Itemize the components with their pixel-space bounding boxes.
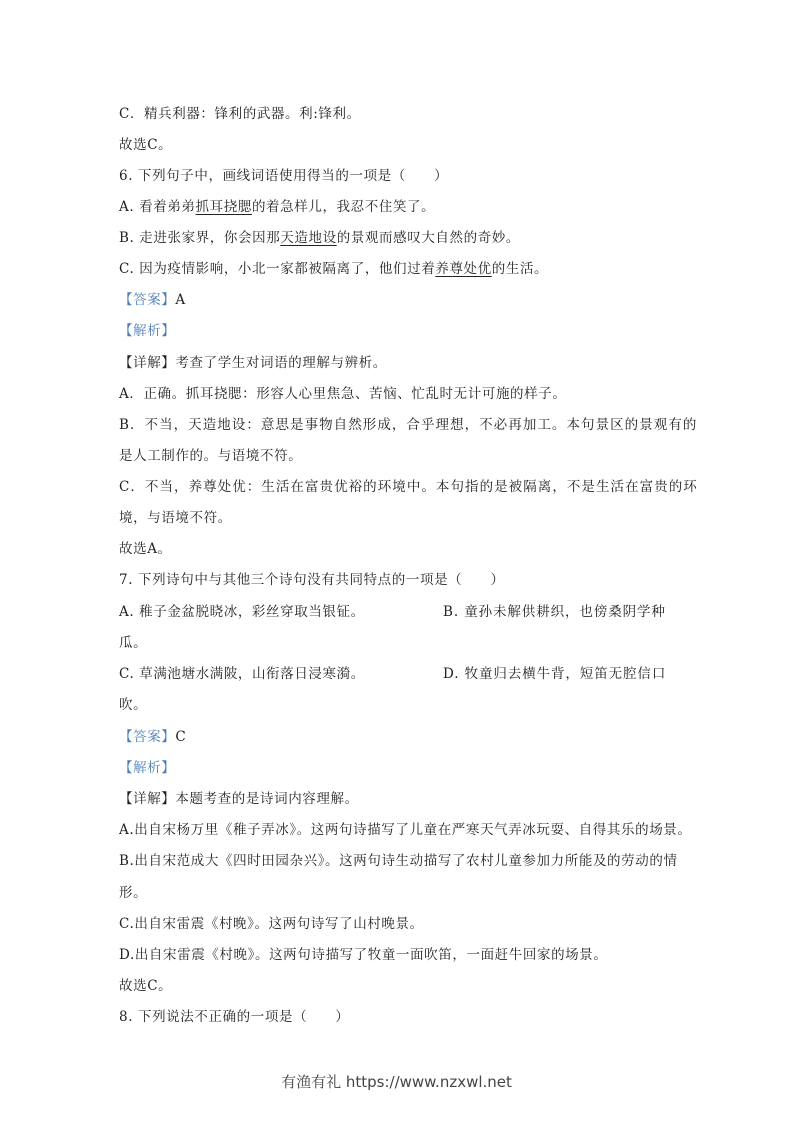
detail-tag: 【详解】: [119, 355, 176, 371]
detail-text: 本题考查的是诗词内容理解。: [175, 791, 359, 807]
question-7-stem: 7. 下列诗句中与其他三个诗句没有共同特点的一项是（ ）: [119, 572, 505, 588]
question-6-explanation-c-line2: 境，与语境不符。: [119, 510, 232, 526]
question-7-explanation-d: D.出自宋雷震《村晚》。这两句诗描写了牧童一面吹笛，一面赶牛回家的场景。: [119, 947, 608, 963]
question-6-option-a: [119, 198, 435, 216]
answer-value: C: [175, 729, 187, 745]
question-6-answer: [119, 291, 186, 309]
option-b-underlined-term: 天造地设: [280, 230, 337, 246]
question-6-explanation-b-line1: B．不当，天造地设：意思是事物自然形成，合乎理想，不必再加工。本句景区的景观有的: [119, 417, 698, 433]
question-7-option-b-line2: 瓜。: [119, 635, 148, 651]
question-7-analysis-tag: [119, 759, 175, 777]
option-c-underlined-term: 养尊处优: [435, 261, 492, 277]
footer-watermark: 有渔有礼 https://www.nzxwl.net: [281, 1073, 512, 1091]
previous-conclusion: 故选C。: [119, 137, 173, 153]
question-7-option-d-line2: 吹。: [119, 697, 148, 713]
option-a-suffix: 的着急样儿，我忍不住笑了。: [251, 199, 436, 215]
detail-text: 考查了学生对词语的理解与辨析。: [175, 355, 387, 371]
analysis-tag: 【解析】: [119, 323, 176, 339]
question-7-answer: [119, 728, 186, 746]
question-6-explanation-b-line2: 是人工制作的。与语境不符。: [119, 448, 303, 464]
question-6-stem: 6. 下列句子中，画线词语使用得当的一项是（ ）: [119, 168, 449, 184]
question-6-option-b: [119, 229, 520, 247]
question-6-explanation-a: A．正确。抓耳挠腮：形容人心里焦急、苦恼、忙乱时无计可施的样子。: [119, 386, 567, 402]
question-7-explanation-b-line2: 形。: [119, 885, 148, 901]
question-7-explanation-c: C.出自宋雷震《村晚》。这两句诗写了山村晚景。: [119, 916, 424, 932]
previous-item-c: C．精兵利器：锋利的武器。利:锋利。: [119, 106, 361, 122]
question-7-detail: [119, 790, 359, 808]
question-7-explanation-a: A.出自宋杨万里《稚子弄冰》。这两句诗描写了儿童在严寒天气弄冰玩耍、自得其乐的场景。: [119, 822, 692, 838]
answer-value: A: [175, 292, 186, 308]
answer-tag: 【答案】: [119, 292, 176, 308]
question-7-option-d-line1: D. 牧童归去横牛背，短笛无腔信口: [443, 666, 667, 682]
question-6-explanation-c-line1: C．不当，养尊处优：生活在富贵优裕的环境中。本句指的是被隔离，不是生活在富贵的环: [119, 479, 698, 495]
question-6-conclusion: 故选A。: [119, 541, 172, 557]
question-6-detail: [119, 354, 387, 372]
option-a-prefix: A. 看着弟弟: [119, 199, 196, 215]
detail-tag: 【详解】: [119, 791, 176, 807]
option-c-suffix: 的生活。: [491, 261, 549, 277]
option-b-prefix: B. 走进张家界，你会因那: [119, 230, 281, 246]
analysis-tag: 【解析】: [119, 760, 176, 776]
option-c-prefix: C. 因为疫情影响，小北一家都被隔离了，他们过着: [119, 261, 436, 277]
answer-tag: 【答案】: [119, 729, 176, 745]
option-a-underlined-term: 抓耳挠腮: [195, 199, 252, 215]
question-7-option-a: A. 稚子金盆脱晓冰，彩丝穿取当银钲。: [119, 604, 365, 620]
option-b-suffix: 的景观而感叹大自然的奇妙。: [336, 230, 521, 246]
question-8-stem: 8. 下列说法不正确的一项是（ ）: [119, 1009, 350, 1025]
question-6-option-c: [119, 260, 548, 278]
question-7-explanation-b-line1: B.出自宋范成大《四时田园杂兴》。这两句诗生动描写了农村儿童参加力所能及的劳动的情: [119, 853, 678, 869]
question-7-option-c: C. 草满池塘水满陂，山衔落日浸寒漪。: [119, 666, 365, 682]
question-7-option-b-line1: B. 童孙未解供耕织，也傍桑阴学种: [443, 604, 666, 620]
question-7-conclusion: 故选C。: [119, 978, 173, 994]
question-6-analysis-tag: [119, 322, 175, 340]
